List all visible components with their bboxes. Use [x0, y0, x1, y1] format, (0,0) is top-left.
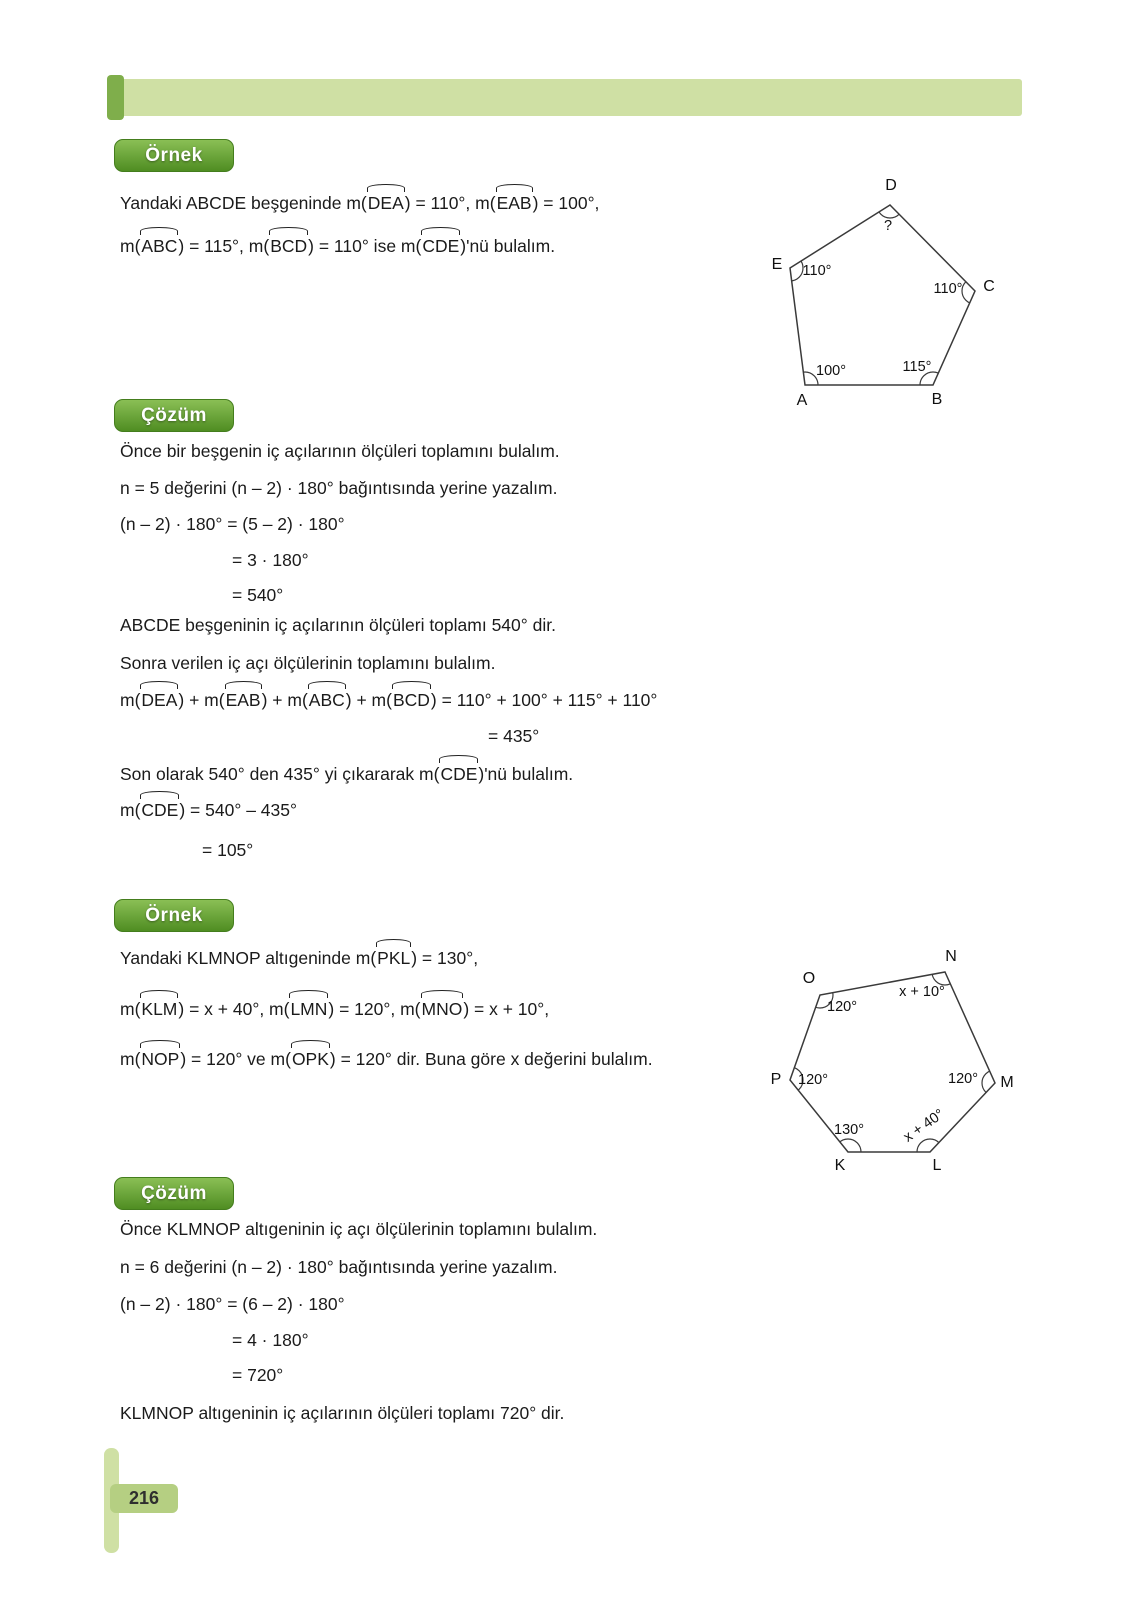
hexagon-angle-arcs [777, 959, 1008, 1165]
page-number: 216 [110, 1484, 178, 1513]
header-bar [121, 79, 1022, 116]
solution2-line: = 4 · 180° [232, 1330, 309, 1350]
hexagon-vertex-l-label: L [932, 1157, 942, 1174]
solution1-line: = 105° [202, 840, 254, 860]
solution1-line: Sonra verilen iç açı ölçülerinin toplamını bulalım. [120, 653, 496, 673]
solution2-line: (n – 2) · 180° = (6 – 2) · 180° [120, 1294, 345, 1314]
example1-text-line: Yandaki ABCDE beşgeninde m(DEA) = 110°, m(EAB) = 100°, [120, 190, 599, 216]
solution2-line: = 720° [232, 1365, 284, 1385]
solution1-badge: Çözüm [114, 399, 234, 432]
solution2-line: Önce KLMNOP altıgeninin iç açı ölçülerinin toplamını bulalım. [120, 1219, 598, 1239]
solution1-line: Önce bir beşgenin iç açılarının ölçüleri toplamını bulalım. [120, 441, 560, 461]
example2-text-line: Yandaki KLMNOP altıgeninde m(PKL) = 130°, [120, 945, 478, 971]
solution1-line: = 540° [232, 585, 284, 605]
pentagon-angle-b-label: 115° [902, 359, 932, 375]
solution1-line: = 435° [488, 726, 540, 746]
solution2-badge: Çözüm [114, 1177, 234, 1210]
hexagon-angle-p-label: 120° [798, 1072, 828, 1088]
solution1-line: = 3 · 180° [232, 550, 309, 570]
hexagon-angle-n-label: x + 10° [899, 984, 945, 1000]
hexagon-vertex-k-label: K [834, 1157, 846, 1174]
solution2-line: n = 6 değerini (n – 2) · 180° bağıntısında yerine yazalım. [120, 1257, 558, 1277]
solution1-line: (n – 2) · 180° = (5 – 2) · 180° [120, 514, 345, 534]
pentagon-angle-d-label: ? [883, 218, 893, 234]
pentagon-vertex-a-label: A [796, 392, 808, 409]
solution1-line: n = 5 değerini (n – 2) · 180° bağıntısında yerine yazalım. [120, 478, 558, 498]
hexagon-vertex-m-label: M [1000, 1074, 1014, 1091]
example1-badge: Örnek [114, 139, 234, 172]
hexagon-angle-k-label: 130° [834, 1122, 864, 1138]
example2-text-line: m(NOP) = 120° ve m(OPK) = 120° dir. Buna göre x değerini bulalım. [120, 1046, 653, 1072]
pentagon-vertex-b-label: B [931, 391, 943, 408]
solution2-line: KLMNOP altıgeninin iç açılarının ölçüleri toplamı 720° dir. [120, 1403, 565, 1423]
pentagon-diagram [765, 170, 1025, 415]
solution1-line: Son olarak 540° den 435° yi çıkararak m(CDE)'nü bulalım. [120, 761, 573, 787]
pentagon-angle-e-label: 110° [802, 263, 832, 279]
solution1-line: m(DEA) + m(EAB) + m(ABC) + m(BCD) = 110° + 100° + 115° + 110° [120, 687, 657, 713]
hexagon-angle-m-label: 120° [948, 1071, 978, 1087]
pentagon-vertex-d-label: D [885, 177, 897, 194]
hexagon-vertex-n-label: N [945, 948, 957, 965]
solution1-line: ABCDE beşgeninin iç açılarının ölçüleri toplamı 540° dir. [120, 615, 556, 635]
header-accent [107, 75, 124, 120]
hexagon-shape [790, 972, 995, 1152]
hexagon-angle-o-label: 120° [827, 999, 857, 1015]
hexagon-vertex-p-label: P [770, 1071, 782, 1088]
pentagon-angle-c-label: 110° [933, 281, 963, 297]
example2-badge: Örnek [114, 899, 234, 932]
pentagon-angle-a-label: 100° [816, 363, 846, 379]
pentagon-vertex-e-label: E [771, 256, 783, 273]
solution1-line: m(CDE) = 540° – 435° [120, 797, 297, 823]
hexagon-vertex-o-label: O [802, 970, 816, 987]
pentagon-vertex-c-label: C [983, 278, 995, 295]
hexagon-angle-l-label: x + 40° [900, 1106, 948, 1146]
hexagon-diagram [765, 945, 1040, 1185]
example2-text-line: m(KLM) = x + 40°, m(LMN) = 120°, m(MNO) = x + 10°, [120, 996, 549, 1022]
example1-text-line: m(ABC) = 115°, m(BCD) = 110° ise m(CDE)'nü bulalım. [120, 233, 555, 259]
